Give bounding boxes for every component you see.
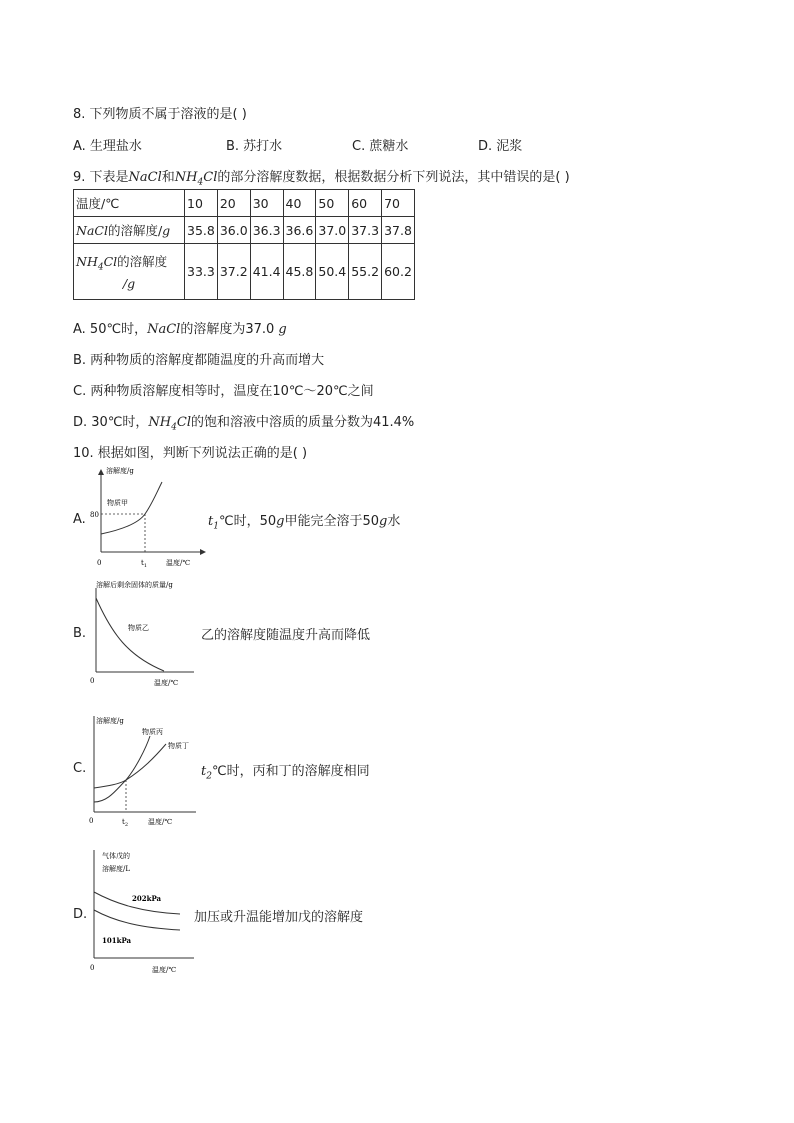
temp-cell: 70: [382, 190, 415, 217]
q10-option-d-text: 加压或升温能增加戊的溶解度: [194, 910, 364, 925]
graph-d-xlabel: 温度/℃: [152, 966, 177, 974]
graph-d-ylabel1: 气体戊的: [102, 852, 130, 860]
nacl-label: NaCl的溶解度/g: [74, 217, 185, 244]
graph-d-ylabel2: 溶解度/L: [102, 865, 131, 873]
graph-b: [86, 574, 210, 690]
question-10-stem: 10. 根据如图，判断下列说法正确的是( ): [73, 446, 308, 461]
temp-cell: 30: [250, 190, 283, 217]
graph-d: [86, 846, 210, 978]
graph-a-curve-label: 物质甲: [107, 499, 128, 507]
q8-option-c: C. 蔗糖水: [352, 139, 409, 154]
graph-a-ylabel: 溶解度/g: [106, 467, 134, 475]
q9-option-a: A. 50℃时，NaCl的溶解度为37.0 g: [73, 322, 287, 337]
nh4cl-label: $NH_4Cl$的溶解度 /g: [74, 244, 185, 300]
graph-a: [90, 464, 210, 570]
temp-header: 温度/℃: [74, 190, 185, 217]
temp-cell: 60: [349, 190, 382, 217]
nacl-cell: 37.3: [349, 217, 382, 244]
nacl-cell: 37.8: [382, 217, 415, 244]
q9-option-b: B. 两种物质的溶解度都随温度的升高而增大: [73, 353, 325, 368]
temp-cell: 20: [217, 190, 250, 217]
q10-option-c-text: $t_2℃$时，丙和丁的溶解度相同: [201, 764, 370, 782]
graph-c-curve1-label: 物质丙: [142, 728, 163, 736]
graph-c-xlabel: 温度/℃: [148, 818, 173, 826]
nh4cl-cell: 45.8: [283, 244, 316, 300]
temp-cell: 10: [185, 190, 218, 217]
graph-b-ylabel: 溶解后剩余固体的质量/g: [96, 581, 173, 589]
nh4cl-cell: 33.3: [185, 244, 218, 300]
graph-c-x-tick: $t_2$: [122, 818, 129, 828]
graph-c-origin: 0: [89, 817, 94, 825]
graph-c: [86, 710, 210, 830]
nh4cl-cell: 37.2: [217, 244, 250, 300]
q8-option-d: D. 泥浆: [478, 139, 523, 154]
q9-option-c: C. 两种物质溶解度相等时，温度在10℃～20℃之间: [73, 384, 374, 399]
graph-a-curve-jia: [101, 482, 162, 534]
graph-d-curve1-label: 202kPa: [132, 894, 162, 903]
graph-b-curve-yi: [96, 598, 164, 671]
graph-c-curve-ding: [94, 744, 166, 788]
graph-a-x-tick: $t_1$: [141, 559, 148, 569]
nh4cl-cell: 55.2: [349, 244, 382, 300]
graph-a-origin: 0: [97, 559, 102, 567]
table-row-temperature: [74, 190, 415, 217]
graph-d-origin: 0: [90, 964, 95, 972]
graph-b-origin: 0: [90, 677, 95, 685]
nacl-cell: 36.3: [250, 217, 283, 244]
graph-b-curve-label: 物质乙: [128, 624, 149, 632]
temp-cell: 40: [283, 190, 316, 217]
nacl-cell: 36.6: [283, 217, 316, 244]
q9-option-d: D. 30℃时，$NH_4Cl$的饱和溶液中溶质的质量分数为41.4%: [73, 415, 415, 433]
temp-cell: 50: [316, 190, 349, 217]
graph-a-xlabel: 温度/℃: [166, 559, 191, 567]
nacl-cell: 35.8: [185, 217, 218, 244]
nh4cl-cell: 41.4: [250, 244, 283, 300]
nacl-cell: 36.0: [217, 217, 250, 244]
q10-option-a-text: $t_1℃$时，50g甲能完全溶于50g水: [208, 514, 401, 532]
table-row-nacl: [74, 217, 415, 244]
q10-option-b-text: 乙的溶解度随温度升高而降低: [201, 628, 371, 643]
q8-option-b: B. 苏打水: [226, 139, 283, 154]
q10-option-d-letter: D.: [73, 907, 88, 922]
question-9-stem: 9. 下表是NaCl和$NH_4Cl$的部分溶解度数据，根据数据分析下列说法，其中错误的是( ): [73, 170, 570, 188]
graph-c-ylabel: 溶解度/g: [96, 717, 124, 725]
graph-c-curve2-label: 物质丁: [168, 742, 189, 750]
question-8-stem: 8. 下列物质不属于溶液的是( ): [73, 107, 247, 122]
q10-option-a-letter: A.: [73, 512, 86, 527]
graph-b-xlabel: 温度/℃: [154, 679, 179, 687]
solubility-table: [73, 189, 415, 300]
graph-d-curve2-label: 101kPa: [102, 936, 132, 945]
q10-option-c-letter: C.: [73, 761, 87, 776]
q8-option-a: A. 生理盐水: [73, 139, 142, 154]
graph-a-y-tick: 80: [90, 511, 99, 519]
nh4cl-cell: 60.2: [382, 244, 415, 300]
nh4cl-cell: 50.4: [316, 244, 349, 300]
table-row-nh4cl: [74, 244, 415, 300]
nacl-cell: 37.0: [316, 217, 349, 244]
q10-option-b-letter: B.: [73, 626, 87, 641]
